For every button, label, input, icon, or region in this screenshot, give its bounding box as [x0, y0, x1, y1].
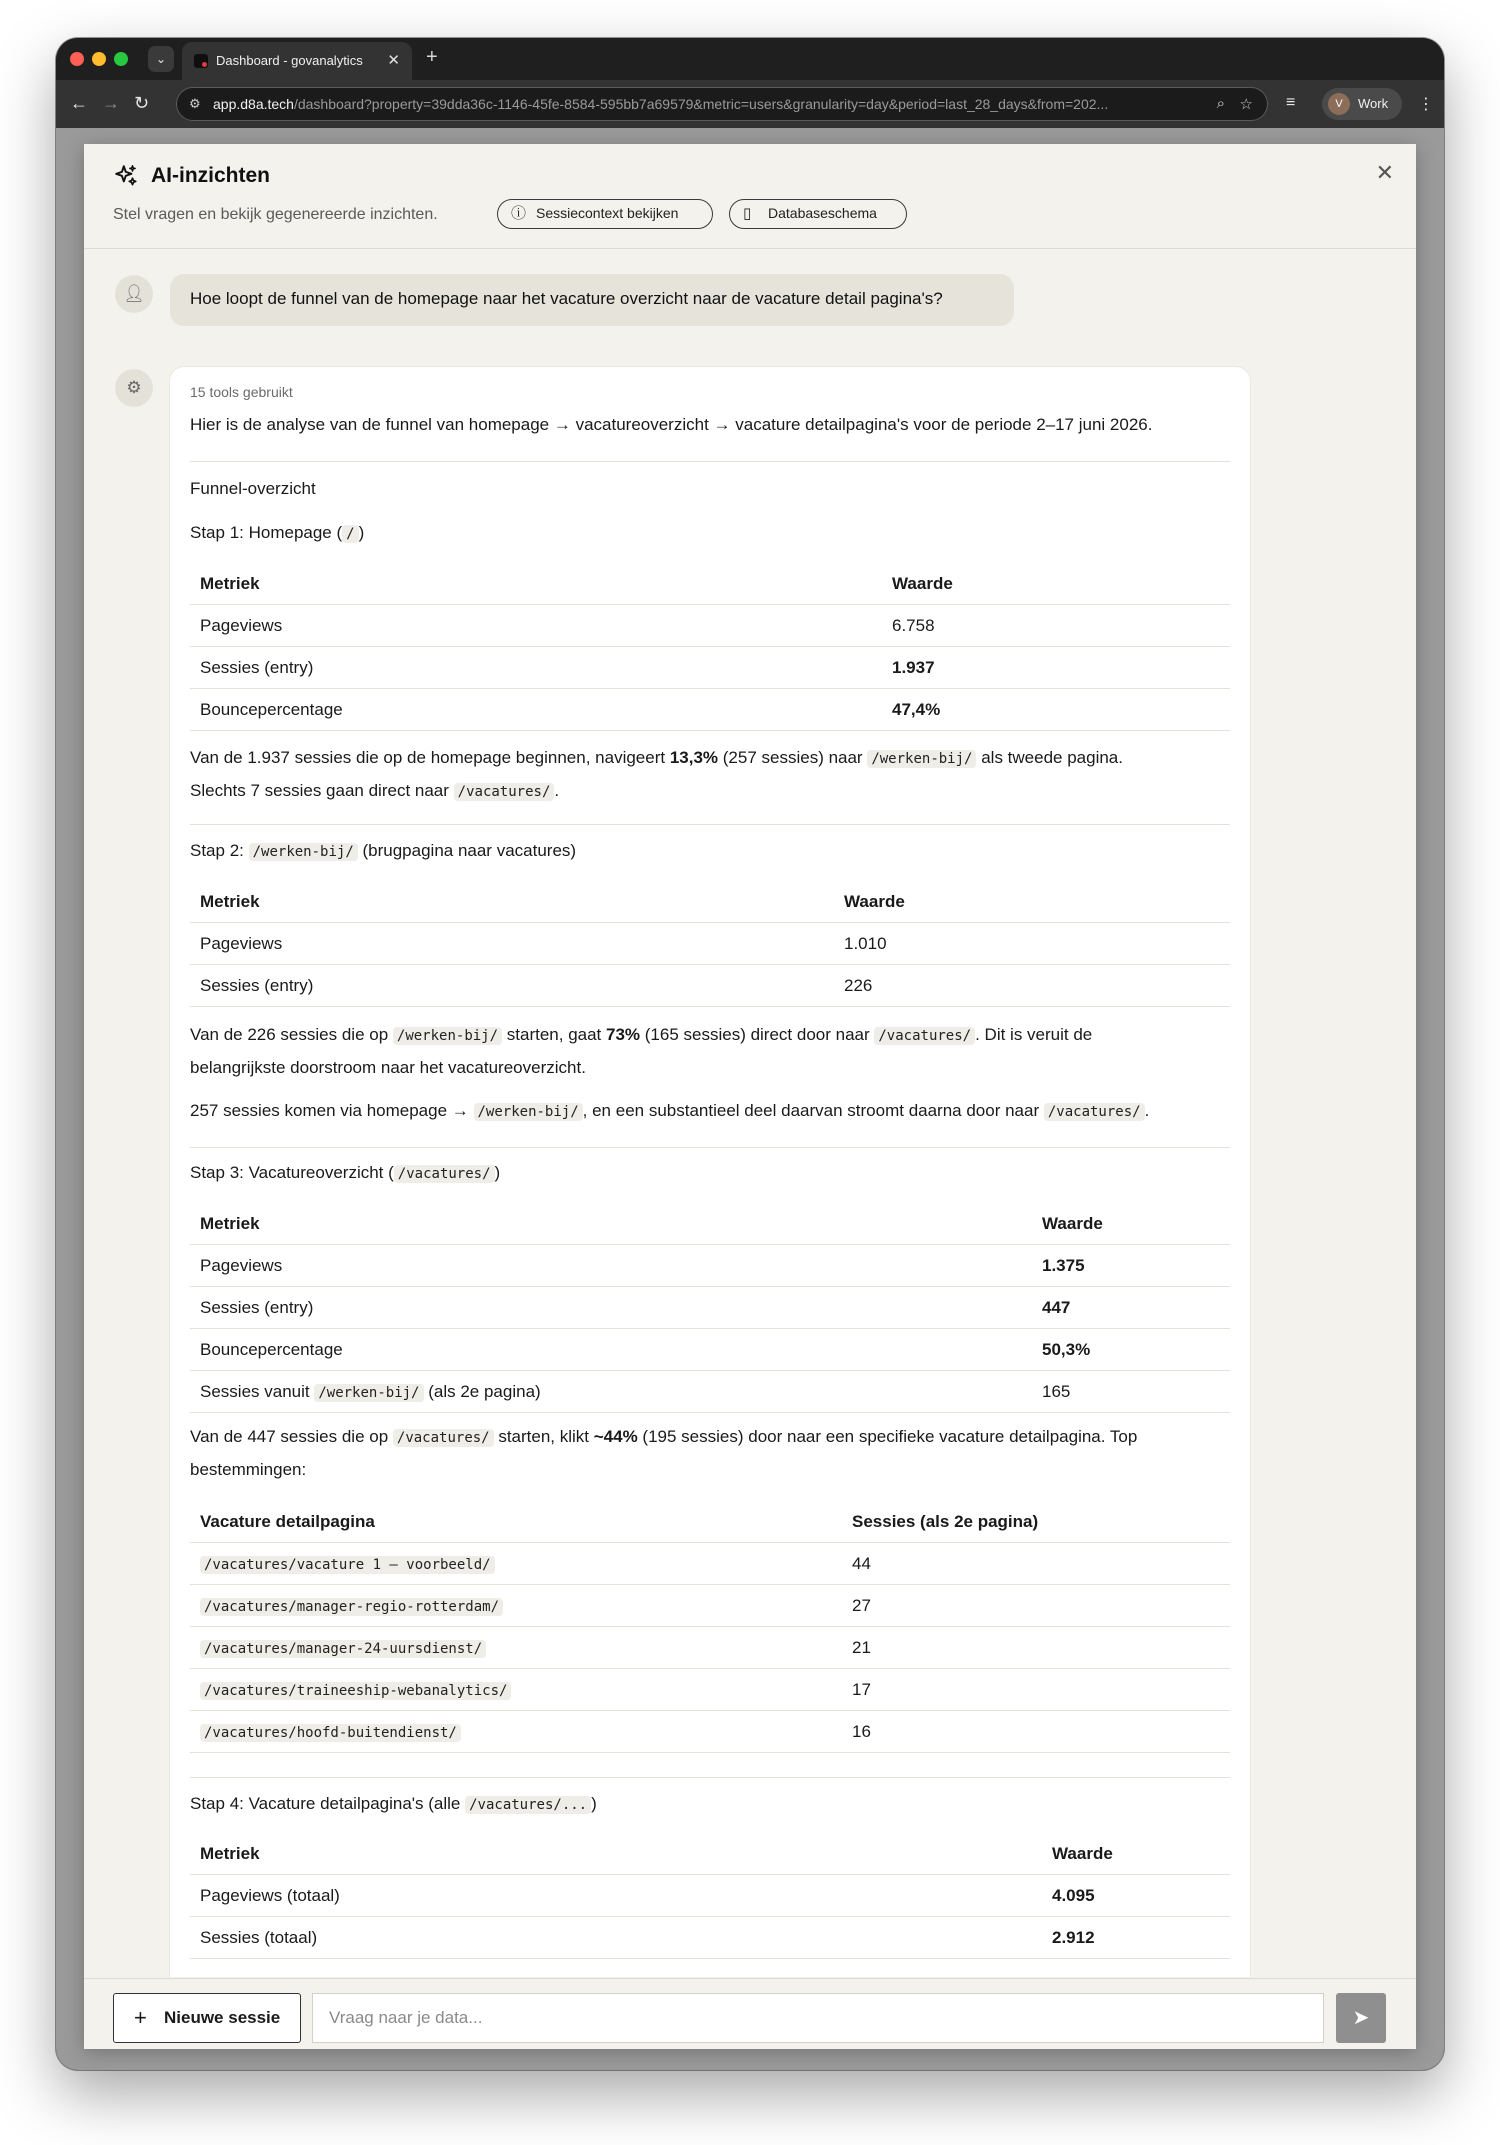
plus-icon: + — [134, 2005, 147, 2030]
user-message — [170, 274, 1014, 326]
table-row: Bouncepercentage 50,3% — [190, 1329, 1230, 1371]
step1-table — [190, 563, 1230, 731]
site-settings-icon[interactable]: ⚙ — [189, 96, 201, 111]
table-row: /vacatures/traineeship-webanalytics/ 17 — [190, 1669, 1230, 1711]
table-header: Metriek Waarde — [190, 1203, 1230, 1245]
url-text — [213, 96, 1193, 112]
divider — [190, 1147, 1230, 1148]
table-row: Bouncepercentage 47,4% — [190, 689, 1230, 731]
step4-heading: Stap 4: Vacature detailpagina's (alle /vacatures/... ) — [190, 1794, 597, 1813]
forward-icon[interactable]: → — [102, 93, 120, 113]
sparkle-icon — [113, 163, 139, 189]
step1-text: Van de 1.937 sessies die op de homepage beginnen, navigeert 13,3% (257 sessies) naar /werken-bij/ als tweede pagina. Slechts 7 sessies gaan direct naar /vacatures/ . — [190, 748, 1123, 800]
ai-intro: Hier is de analyse van de funnel van homepage → vacatureoverzicht → vacature detailpagina's voor de periode 2–17 juni 2026. — [190, 415, 1153, 434]
favicon-icon — [194, 54, 208, 68]
address-bar[interactable] — [176, 87, 1268, 121]
table-row: Pageviews (totaal) 4.095 — [190, 1875, 1230, 1917]
back-icon[interactable]: ← — [70, 93, 88, 113]
chat-input[interactable] — [312, 1993, 1324, 2043]
info-icon: ⓘ — [511, 205, 527, 222]
divider — [190, 1777, 1230, 1778]
maximize-window-button[interactable] — [114, 52, 128, 66]
table-row: /vacatures/manager-regio-rotterdam/ 27 — [190, 1585, 1230, 1627]
table-header: Metriek Waarde — [190, 1833, 1230, 1875]
new-session-label: Nieuwe sessie — [164, 2008, 281, 2027]
book-icon: ▯ — [743, 205, 752, 222]
new-session-button[interactable] — [113, 1993, 301, 2043]
tab-strip — [56, 38, 1444, 80]
step4-table — [190, 1833, 1230, 1959]
chat-messages[interactable] — [84, 249, 1416, 1977]
table-row: Sessies vanuit /werken-bij/ (als 2e pagina) 165 — [190, 1371, 1230, 1413]
table-header: Metriek Waarde — [190, 563, 1230, 605]
step2-text: Van de 226 sessies die op /werken-bij/ starten, gaat 73% (165 sessies) direct door naar /vacatures/ . Dit is veruit de belangrijkste doorstroom naar het vacatureoverzicht. — [190, 1025, 1093, 1077]
overview-heading: Funnel-overzicht — [190, 479, 316, 498]
table-header: Vacature detailpagina Sessies (als 2e pagina) — [190, 1501, 1230, 1543]
reload-icon[interactable]: ↻ — [134, 93, 150, 113]
profile-button[interactable] — [1322, 88, 1402, 120]
table-row: Sessies (entry) 447 — [190, 1287, 1230, 1329]
tab-title: Dashboard - govanalytics — [216, 53, 363, 68]
ai-insights-modal — [84, 144, 1416, 2048]
step3-heading: Stap 3: Vacatureoverzicht ( /vacatures/ ) — [190, 1163, 501, 1182]
table-header: Metriek Waarde — [190, 881, 1230, 923]
step3-text: Van de 447 sessies die op /vacatures/ starten, klikt ~44% (195 sessies) door naar een specifieke vacature detailpagina. Top bestemmingen: — [190, 1427, 1138, 1479]
media-controls-icon[interactable]: ≡ — [1286, 94, 1296, 111]
url-host: app.d8a.tech — [213, 96, 294, 112]
browser-toolbar — [56, 80, 1444, 129]
tools-used-count[interactable]: 15 tools gebruikt — [190, 384, 293, 400]
user-message-text: Hoe loopt de funnel van de homepage naar het vacature overzicht naar de vacature detail pagina's? — [190, 289, 943, 308]
minimize-window-button[interactable] — [92, 52, 106, 66]
tab-close-icon[interactable]: ✕ — [387, 52, 400, 69]
session-context-button[interactable] — [497, 199, 713, 229]
table-row: /vacatures/hoofd-buitendienst/ 16 — [190, 1711, 1230, 1753]
table-row: /vacatures/vacature 1 – voorbeeld/ 44 — [190, 1543, 1230, 1585]
zoom-icon[interactable]: ⌕ — [1216, 95, 1225, 112]
active-tab[interactable] — [182, 42, 412, 80]
close-icon[interactable]: ✕ — [1375, 160, 1394, 185]
bookmark-star-icon[interactable]: ☆ — [1239, 96, 1253, 113]
ai-response — [170, 367, 1250, 1977]
bot-avatar-icon: ⚙ — [115, 369, 153, 407]
table-row: Pageviews 1.010 — [190, 923, 1230, 965]
new-tab-icon[interactable]: + — [426, 46, 438, 68]
modal-footer — [84, 1978, 1416, 2049]
step2-table — [190, 881, 1230, 1007]
send-button[interactable] — [1336, 1993, 1386, 2043]
step1-heading: Stap 1: Homepage ( / ) — [190, 523, 365, 542]
step3-table — [190, 1203, 1230, 1413]
table-row: Pageviews 6.758 — [190, 605, 1230, 647]
divider — [190, 461, 1230, 462]
destinations-table — [190, 1501, 1230, 1753]
table-row: Sessies (entry) 1.937 — [190, 647, 1230, 689]
divider — [190, 824, 1230, 825]
modal-subtitle: Stel vragen en bekijk gegenereerde inzichten. — [113, 206, 438, 223]
step2-text-2: 257 sessies komen via homepage → /werken-bij/ , en een substantieel deel daarvan stroomt daarna door naar /vacatures/ . — [190, 1101, 1150, 1120]
browser-window — [56, 38, 1444, 2070]
step2-heading: Stap 2: /werken-bij/ (brugpagina naar vacatures) — [190, 841, 577, 860]
table-row: Sessies (entry) 226 — [190, 965, 1230, 1007]
profile-name: Work — [1358, 96, 1389, 111]
database-schema-button[interactable] — [729, 199, 907, 229]
table-row: Sessies (totaal) 2.912 — [190, 1917, 1230, 1959]
modal-header — [84, 144, 1416, 249]
table-row: /vacatures/manager-24-uursdienst/ 21 — [190, 1627, 1230, 1669]
user-avatar-icon: 👤︎ — [115, 275, 153, 313]
modal-title: AI-inzichten — [151, 164, 270, 187]
browser-menu-icon[interactable]: ⋮ — [1418, 96, 1434, 113]
url-path: /dashboard?property=39dda36c-1146-45fe-8584-595bb7a69579&metric=users&granularity=day&period=last_28_days&from=202... — [293, 96, 1109, 112]
close-window-button[interactable] — [70, 52, 84, 66]
database-schema-label: Databaseschema — [768, 205, 877, 221]
table-row: Pageviews 1.375 — [190, 1245, 1230, 1287]
session-context-label: Sessiecontext bekijken — [536, 205, 679, 221]
profile-avatar: V — [1328, 93, 1350, 115]
send-icon: ➤ — [1352, 2007, 1370, 2029]
tab-search-icon[interactable]: ⌄ — [148, 46, 174, 72]
